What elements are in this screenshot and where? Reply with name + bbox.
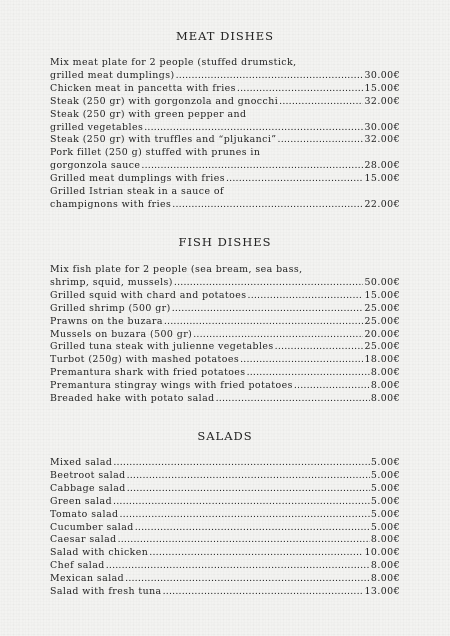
menu-item-price: 15.00€ bbox=[364, 82, 400, 94]
dot-leader bbox=[176, 70, 364, 83]
menu-item bbox=[50, 134, 400, 147]
menu-item-line bbox=[50, 134, 400, 147]
dot-leader bbox=[172, 199, 363, 212]
menu-item-name: Beetroot salad bbox=[50, 469, 126, 481]
menu-item bbox=[50, 341, 400, 354]
menu-item-line bbox=[50, 354, 400, 367]
menu-item bbox=[50, 186, 400, 212]
menu-item-name: Premantura stingray wings with fried potatoes bbox=[50, 380, 293, 392]
menu-item-line bbox=[50, 483, 400, 496]
menu-item-price: 32.00€ bbox=[364, 95, 400, 107]
menu-item-price: 8.00€ bbox=[370, 560, 400, 572]
menu-item-description-line: Mix fish plate for 2 people (sea bream, sea bass, bbox=[50, 264, 303, 275]
meat-dishes-heading: MEAT DISHES bbox=[175, 29, 275, 43]
dot-leader bbox=[164, 316, 364, 329]
menu-item-line bbox=[50, 367, 400, 380]
menu-item-name: Tomato salad bbox=[50, 508, 119, 520]
menu-item-name: Grilled shrimp (500 gr) bbox=[50, 302, 171, 314]
menu-item-line bbox=[50, 290, 400, 303]
menu-item-line bbox=[50, 496, 400, 509]
menu-item-name: champignons with fries bbox=[50, 198, 172, 210]
dot-leader bbox=[106, 560, 370, 573]
menu-item-price: 13.00€ bbox=[364, 586, 400, 598]
menu-item-line bbox=[50, 560, 400, 573]
menu-item bbox=[50, 329, 400, 342]
menu-item-line bbox=[50, 573, 400, 586]
menu-item bbox=[50, 534, 400, 547]
menu-item-price: 5.00€ bbox=[370, 495, 400, 507]
menu-item-name: Breaded hake with potato salad bbox=[50, 393, 215, 405]
menu-item-line bbox=[50, 122, 400, 135]
menu-item-line bbox=[50, 83, 400, 96]
dot-leader bbox=[247, 367, 370, 380]
menu-item bbox=[50, 147, 400, 173]
menu-item-name: Steak (250 gr) with gorgonzola and gnocchi bbox=[50, 95, 279, 107]
menu-item-line bbox=[50, 393, 400, 406]
dot-leader bbox=[135, 522, 370, 535]
dot-leader bbox=[278, 134, 364, 147]
menu-item-price: 50.00€ bbox=[364, 276, 400, 288]
menu-item bbox=[50, 173, 400, 186]
menu-item-price: 5.00€ bbox=[370, 457, 400, 468]
menu-item bbox=[50, 522, 400, 535]
menu-item-price: 28.00€ bbox=[364, 160, 400, 172]
menu-item-price: 8.00€ bbox=[370, 380, 400, 392]
menu-item bbox=[50, 496, 400, 509]
fish-dishes-heading: FISH DISHES bbox=[178, 235, 272, 249]
menu-item bbox=[50, 457, 400, 470]
menu-item-price: 15.00€ bbox=[364, 173, 400, 185]
menu-item bbox=[50, 354, 400, 367]
dot-leader bbox=[127, 470, 370, 483]
dot-leader bbox=[163, 586, 364, 599]
dot-leader bbox=[248, 290, 364, 303]
fish-dishes-list bbox=[50, 264, 400, 406]
menu-item-name: Premantura shark with fried potatoes bbox=[50, 367, 246, 379]
menu-item-name: Steak (250 gr) with truffles and “pljukanci” bbox=[50, 134, 277, 146]
menu-item-name: Cabbage salad bbox=[50, 482, 126, 494]
menu-item bbox=[50, 109, 400, 135]
meat-dishes-list bbox=[50, 57, 400, 212]
menu-item-name: Chef salad bbox=[50, 560, 105, 572]
menu-item bbox=[50, 509, 400, 522]
menu-item-price: 10.00€ bbox=[364, 547, 400, 559]
menu-item-name: Prawns on the buzara bbox=[50, 315, 163, 327]
menu-item bbox=[50, 483, 400, 496]
menu-item-description-line: Pork fillet (250 g) stuffed with prunes in bbox=[50, 147, 261, 159]
menu-item-price: 8.00€ bbox=[370, 393, 400, 405]
salads-heading: SALADS bbox=[197, 429, 253, 443]
menu-item-name: Grilled tuna steak with julienne vegetables bbox=[50, 341, 274, 353]
menu-item-price: 22.00€ bbox=[364, 198, 400, 210]
menu-item-name: Grilled squid with chard and potatoes bbox=[50, 289, 247, 301]
menu-item-description-line: Grilled Istrian steak in a sauce of bbox=[50, 186, 224, 198]
menu-item-line bbox=[50, 509, 400, 522]
menu-item bbox=[50, 560, 400, 573]
menu-item-line bbox=[50, 380, 400, 393]
menu-item-name: Grilled meat dumplings with fries bbox=[50, 173, 225, 185]
menu-item-name: Turbot (250g) with mashed potatoes bbox=[50, 354, 240, 366]
menu-item-price: 18.00€ bbox=[364, 354, 400, 366]
dot-leader bbox=[279, 96, 363, 109]
menu-item-line bbox=[50, 329, 400, 342]
menu-item-price: 5.00€ bbox=[370, 508, 400, 520]
menu-item-line bbox=[50, 522, 400, 535]
menu-item bbox=[50, 573, 400, 586]
menu-item-line bbox=[50, 586, 400, 599]
menu-item-line bbox=[50, 534, 400, 547]
menu-item-price: 8.00€ bbox=[370, 573, 400, 585]
menu-item-price: 8.00€ bbox=[370, 534, 400, 546]
dot-leader bbox=[240, 354, 363, 367]
menu-item bbox=[50, 57, 400, 83]
menu-item-name: Salad with fresh tuna bbox=[50, 586, 162, 598]
menu-item-name: grilled vegetables bbox=[50, 121, 144, 133]
dot-leader bbox=[226, 173, 363, 186]
menu-item-price: 30.00€ bbox=[364, 69, 400, 81]
menu-item-name: Caesar salad bbox=[50, 534, 117, 546]
menu-item-line bbox=[50, 341, 400, 354]
menu-item-line bbox=[50, 96, 400, 109]
menu-item-line bbox=[50, 277, 400, 290]
dot-leader bbox=[172, 303, 364, 316]
menu-item bbox=[50, 303, 400, 316]
menu-item-line bbox=[50, 173, 400, 186]
dot-leader bbox=[118, 534, 370, 547]
menu-item-line bbox=[50, 303, 400, 316]
menu-item-price: 5.00€ bbox=[370, 521, 400, 533]
dot-leader bbox=[216, 393, 370, 406]
dot-leader bbox=[149, 547, 363, 560]
dot-leader bbox=[125, 573, 370, 586]
menu-item bbox=[50, 290, 400, 303]
menu-item bbox=[50, 547, 400, 560]
dot-leader bbox=[141, 160, 363, 173]
menu-item bbox=[50, 96, 400, 109]
menu-item bbox=[50, 470, 400, 483]
menu-item-line bbox=[50, 316, 400, 329]
dot-leader bbox=[275, 341, 364, 354]
menu-item-price: 25.00€ bbox=[364, 315, 400, 327]
menu-item-name: Chicken meat in pancetta with fries bbox=[50, 82, 236, 94]
menu-item-description-line: Steak (250 gr) with green pepper and bbox=[50, 108, 247, 120]
menu-item-price: 15.00€ bbox=[364, 289, 400, 301]
dot-leader bbox=[113, 496, 370, 509]
menu-item-price: 5.00€ bbox=[370, 482, 400, 494]
menu-item-name: shrimp, squid, mussels) bbox=[50, 276, 173, 288]
dot-leader bbox=[127, 483, 370, 496]
menu-item-price: 8.00€ bbox=[370, 367, 400, 379]
menu-item-name: Green salad bbox=[50, 495, 113, 507]
menu-item-price: 25.00€ bbox=[364, 302, 400, 314]
menu-item bbox=[50, 264, 400, 290]
menu-item-price: 32.00€ bbox=[364, 134, 400, 146]
menu-item bbox=[50, 316, 400, 329]
menu-item-price: 5.00€ bbox=[370, 469, 400, 481]
menu-item-description-line: Mix meat plate for 2 people (stuffed drumstick, bbox=[50, 57, 297, 68]
dot-leader bbox=[193, 329, 363, 342]
menu-item-line bbox=[50, 70, 400, 83]
dot-leader bbox=[174, 277, 364, 290]
menu-item-line bbox=[50, 547, 400, 560]
menu-item bbox=[50, 586, 400, 599]
dot-leader bbox=[237, 83, 364, 96]
menu-item-name: Mexican salad bbox=[50, 573, 125, 585]
menu-item-price: 20.00€ bbox=[364, 328, 400, 340]
menu-item-name: Cucumber salad bbox=[50, 521, 134, 533]
dot-leader bbox=[119, 509, 369, 522]
menu-item-name: gorgonzola sauce bbox=[50, 160, 141, 172]
menu-item-name: Mussels on buzara (500 gr) bbox=[50, 328, 193, 340]
menu-item-name: grilled meat dumplings) bbox=[50, 69, 175, 81]
menu-item-price: 30.00€ bbox=[364, 121, 400, 133]
dot-leader bbox=[294, 380, 370, 393]
salads-list bbox=[50, 457, 400, 599]
menu-item-line bbox=[50, 457, 400, 470]
menu-item bbox=[50, 380, 400, 393]
menu-item-price: 25.00€ bbox=[364, 341, 400, 353]
menu-item-line bbox=[50, 160, 400, 173]
menu-item bbox=[50, 367, 400, 380]
menu-item-name: Salad with chicken bbox=[50, 547, 149, 559]
menu-item bbox=[50, 83, 400, 96]
menu-item-line bbox=[50, 470, 400, 483]
menu-item-name: Mixed salad bbox=[50, 457, 113, 468]
menu-item bbox=[50, 393, 400, 406]
dot-leader bbox=[113, 457, 370, 470]
dot-leader bbox=[144, 122, 363, 135]
menu-item-line bbox=[50, 199, 400, 212]
